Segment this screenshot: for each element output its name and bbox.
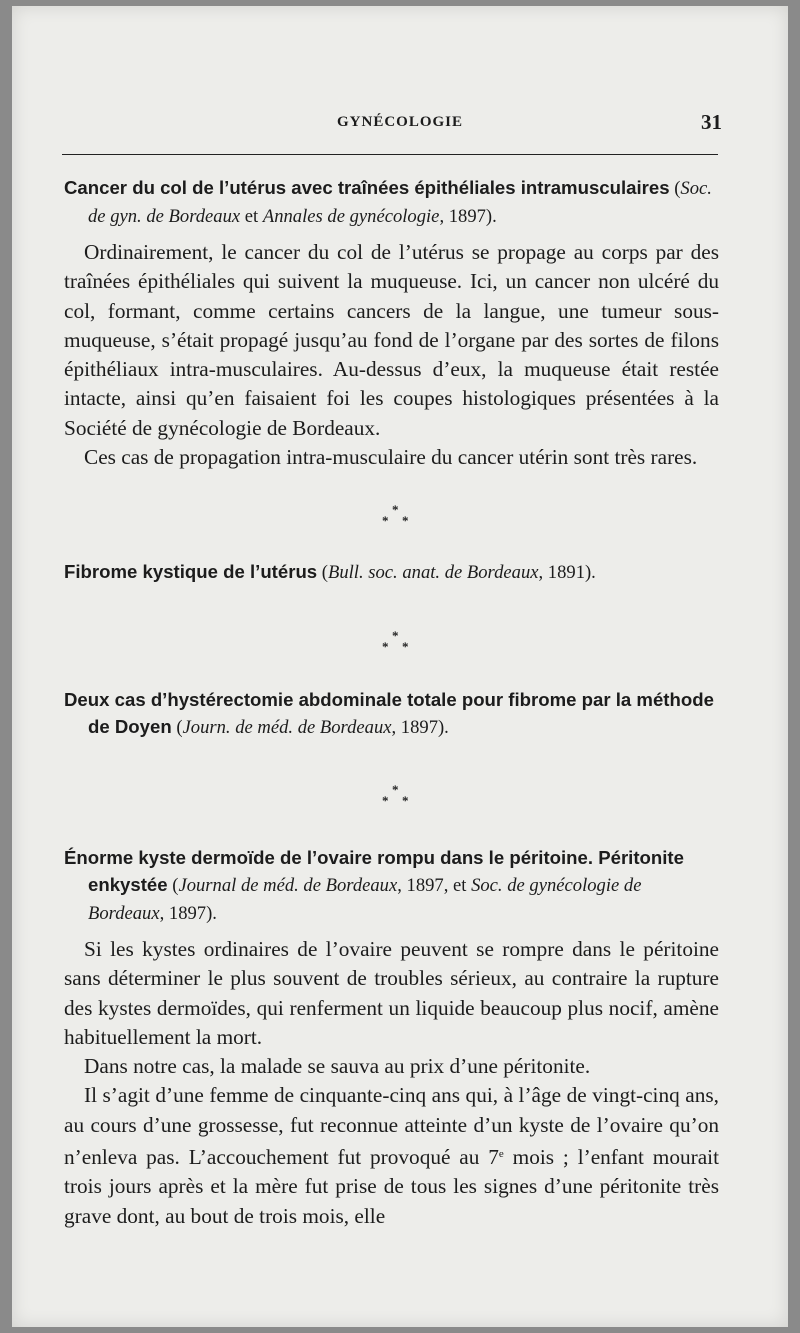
title-text: Deux cas d’hystérectomie abdominale totale pour fibrome par la méthode de Doyen (64, 689, 714, 737)
title-text: Cancer du col de l’utérus avec traînées épithéliales intramusculaires (64, 177, 670, 198)
asterisk: * (392, 628, 399, 643)
asterisk: * (402, 793, 409, 808)
title-text: Énorme kyste dermoïde de l’ovaire rompu dans le péritoine. Péritonite enkystée (64, 847, 684, 895)
title-reference: (Bull. soc. anat. de Bordeaux, 1891). (317, 562, 596, 583)
separator-asterism (12, 628, 788, 658)
section-body (64, 935, 719, 1231)
title-reference: (Journal de méd. de Bordeaux, 1897, et Soc. de gynécologie de Bordeaux, 1897). (88, 875, 642, 924)
paragraph: Si les kystes ordinaires de l’ovaire peuvent se rompre dans le péritoine sans déterminer le plus souvent de troubles sérieux, au contraire la rupture des kystes dermoïdes, qui renferment un liquide beaucoup plus nocif, amène habituellement la mort. (64, 937, 719, 1049)
asterisk: * (382, 639, 389, 654)
title-reference: (Journ. de méd. de Bordeaux, 1897). (171, 717, 449, 738)
asterisk: * (382, 793, 389, 808)
section-title (64, 558, 719, 586)
section-cancer-col (64, 174, 719, 472)
title-reference: (Soc. de gyn. de Bordeaux et Annales de gynécologie, 1897). (88, 178, 712, 227)
separator-asterism (12, 782, 788, 812)
book-page (12, 6, 788, 1327)
asterisk: * (392, 782, 399, 797)
page-number: 31 (701, 110, 722, 134)
asterisk: * (392, 502, 399, 517)
section-body (64, 238, 719, 472)
section-kyste-dermoide (64, 844, 719, 1231)
paragraph: Dans notre cas, la malade se sauva au prix d’une péritonite. (84, 1054, 591, 1079)
asterisk: * (402, 639, 409, 654)
running-head: GYNÉCOLOGIE (336, 114, 464, 130)
section-hysterectomie (64, 686, 719, 741)
asterisk: * (402, 513, 409, 528)
section-title (64, 844, 719, 927)
section-fibrome-kystique (64, 558, 719, 586)
section-title (64, 174, 719, 230)
superscript: e (498, 1148, 504, 1161)
paragraph: Il s’agit d’une femme de cinquante-cinq ans qui, à l’âge de vingt-cinq ans, au cours d’une grossesse, fut reconnue atteinte d’un kyste de l’ovaire qu’on n’enleva pas. L’accouchement fut provoqué au 7e mois ; l’enfant mourait trois jours après et la mère fut prise de tous les signes d’une péritonite très grave dont, au bout de trois mois, elle (64, 1083, 720, 1228)
paragraph: Ces cas de propagation intra-musculaire du cancer utérin sont très rares. (84, 445, 698, 470)
page-header (12, 110, 788, 138)
asterisk: * (382, 513, 389, 528)
header-rule (62, 154, 718, 155)
section-title (64, 686, 719, 741)
separator-asterism (12, 502, 788, 532)
title-text: Fibrome kystique de l’utérus (64, 561, 318, 582)
paragraph: Ordinairement, le cancer du col de l’utérus se propage au corps par des traînées épithéliales qui suivent la muqueuse. Ici, un cancer non ulcéré du col, formant, comme certains cancers de la langue, une tumeur sous-muqueuse, s’était propagé jusqu’au fond de l’organe par des sortes de filons épithéliaux intra-musculaires. Au-dessus d’eux, la muqueuse était restée intacte, ainsi qu’en faisaient foi les coupes histologiques présentées à la Société de gynécologie de Bordeaux. (64, 240, 719, 440)
